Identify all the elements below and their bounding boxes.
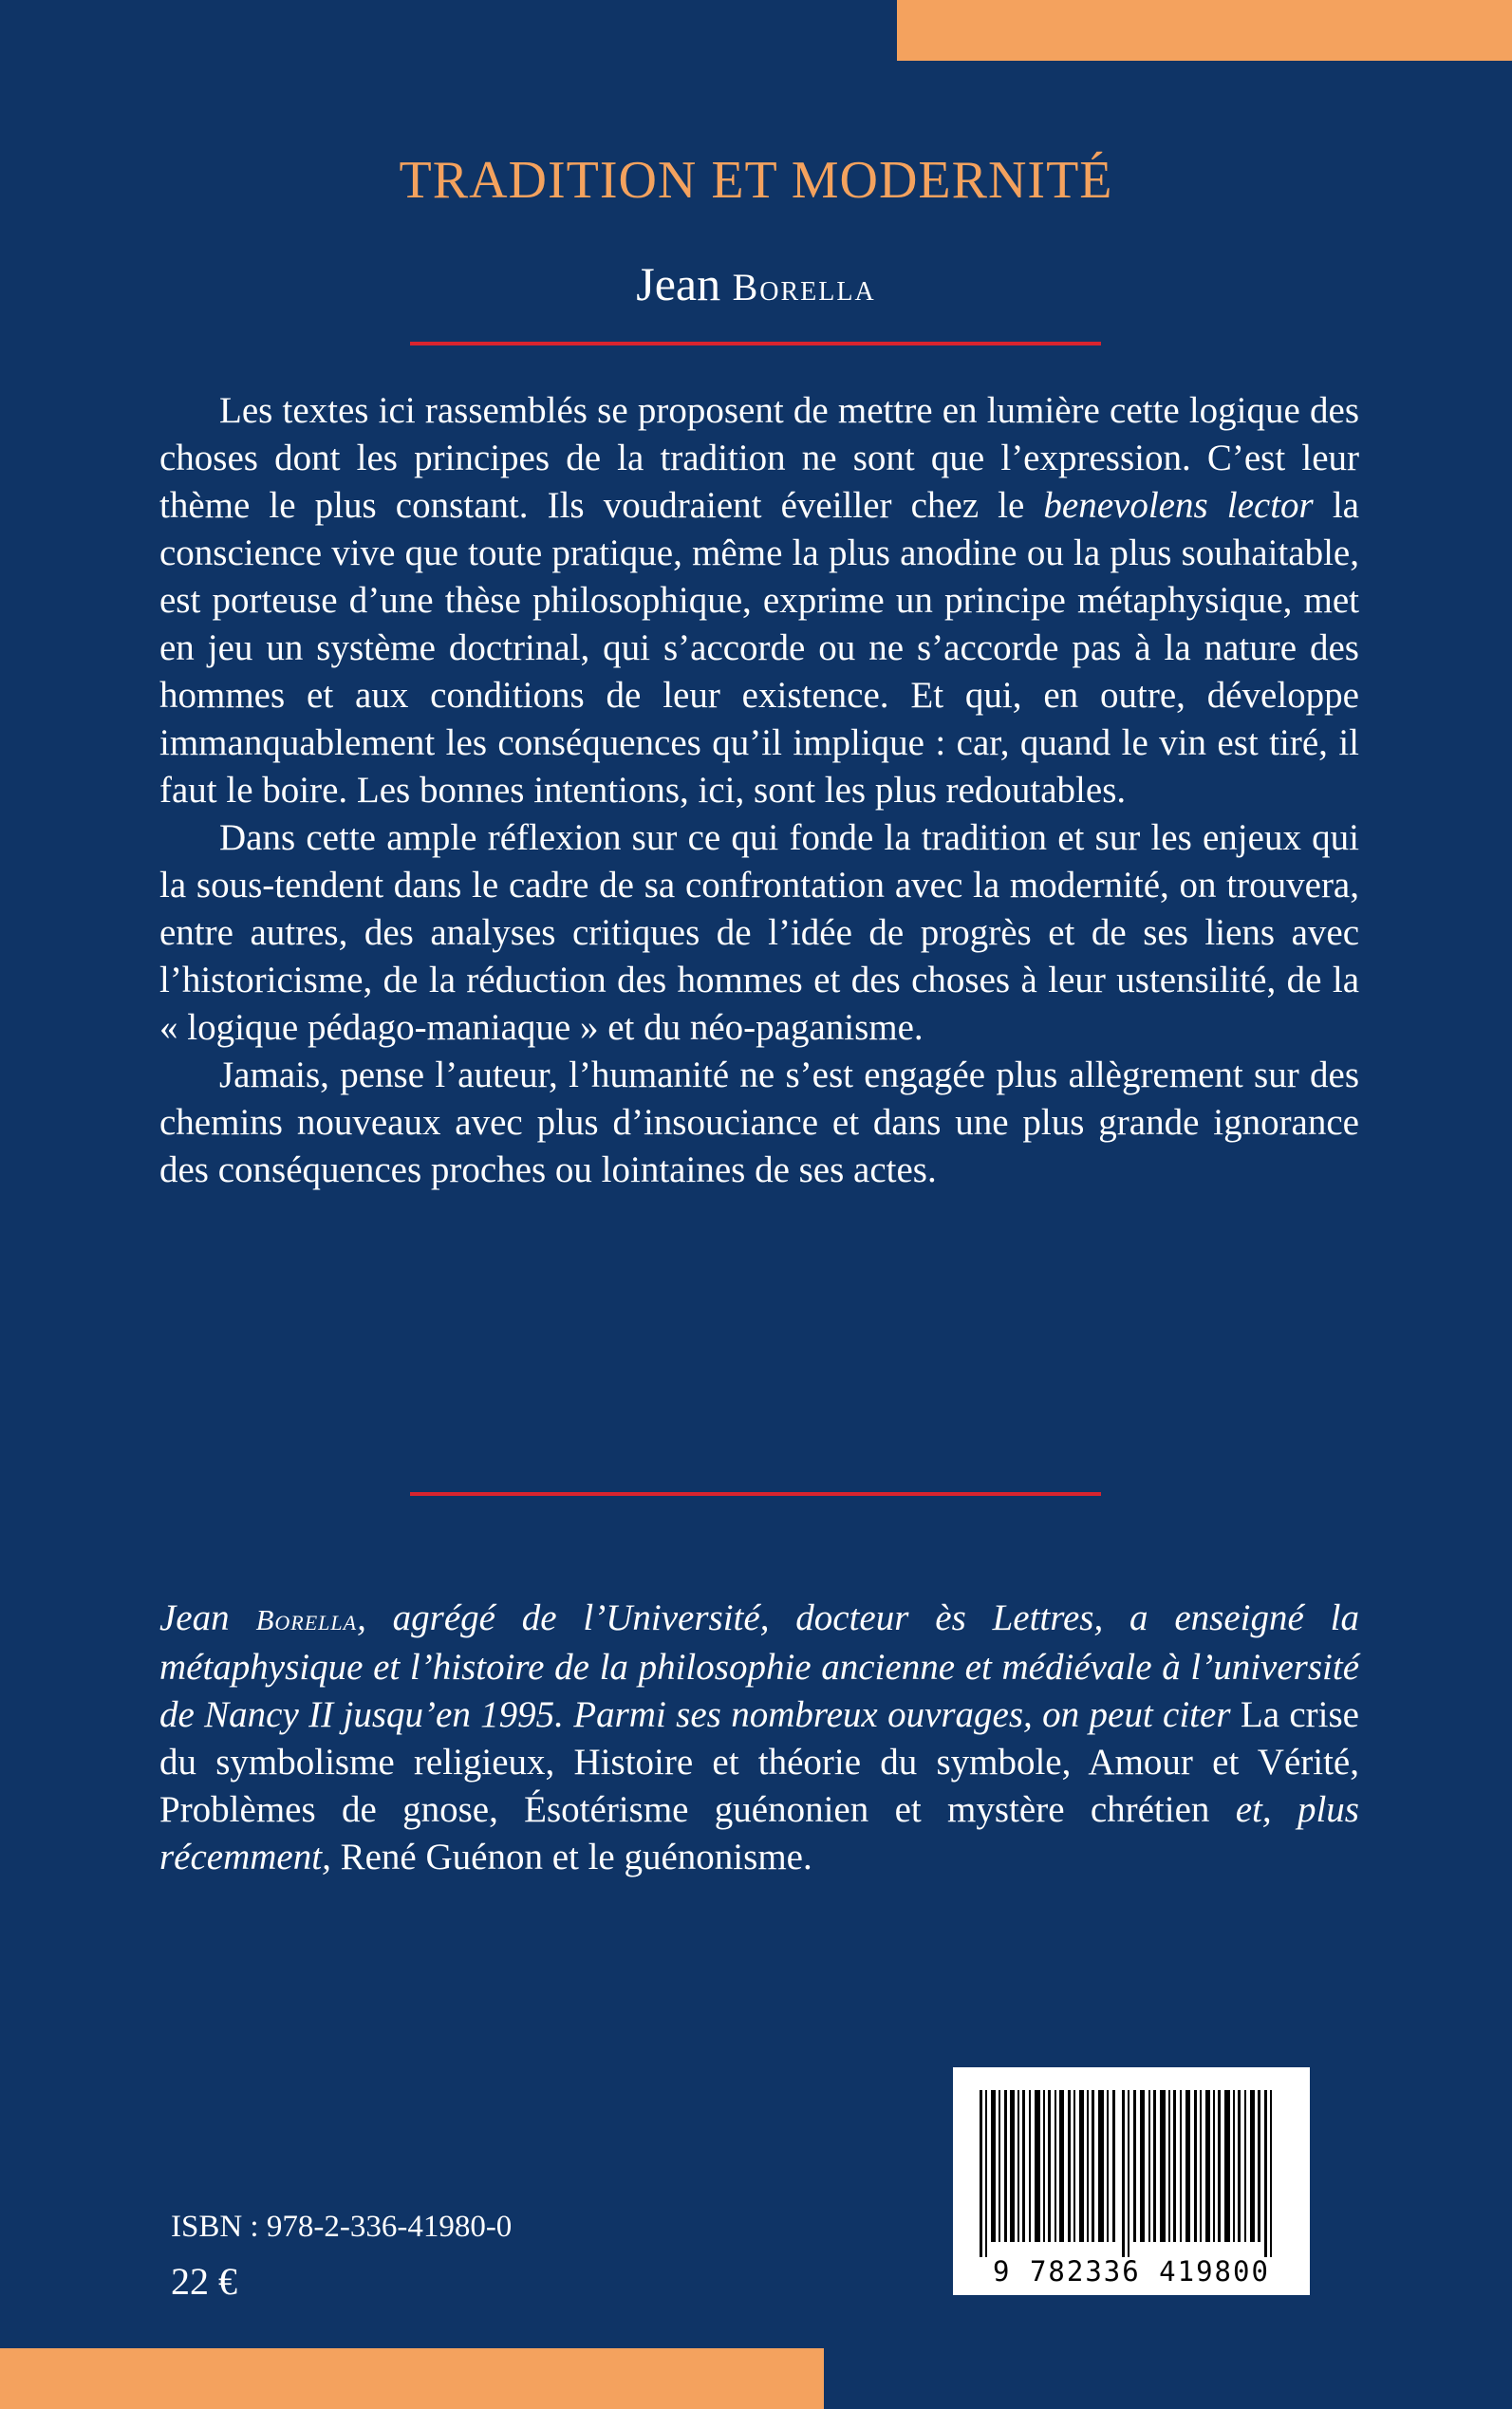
isbn: ISBN : 978-2-336-41980-0	[171, 2210, 513, 2244]
bio-titles-1: La crise du symbolisme religieux, Histoire et théorie du symbole, Amour et Vérité, Problèmes de gnose, Ésotérisme guénonien et mystère chrétien	[159, 1694, 1359, 1830]
bio-text-1: , agrégé de l’Université, docteur ès Lettres, a enseigné la métaphysique et l’histoire de la philosophie ancienne et médiévale à l’université de Nancy II jusqu’en 1995. Parmi ses nombreux ouvrages, on peut citer	[159, 1597, 1359, 1735]
divider-top	[410, 342, 1101, 345]
blurb-paragraph-1: Les textes ici rassemblés se proposent de mettre en lumière cette logique des choses dont les principes de la tradition ne sont que l’expression. C’est leur thème le plus constant. Ils voudraient éveiller chez le benevolens lector la conscience vive que toute pratique, même la plus anodine ou la plus souhaitable, est porteuse d’une thèse philosophique, exprime un principe métaphysique, met en jeu un système doctrinal, qui s’accorde ou ne s’accorde pas à la nature des hommes et aux conditions de leur existence. Et qui, en outre, développe immanquablement les conséquences qu’il implique : car, quand le vin est tiré, il faut le boire. Les bonnes intentions, ici, sont les plus redoutables.	[159, 390, 1359, 811]
bio-titles-2: René Guénon et le guénonisme.	[330, 1837, 812, 1877]
book-author	[0, 256, 1512, 311]
bio-name-first: Jean	[159, 1597, 256, 1638]
bio-paragraph	[159, 1595, 1359, 1881]
book-title: TRADITION ET MODERNITÉ	[399, 151, 1113, 210]
blurb-paragraph-3: Jamais, pense l’auteur, l’humanité ne s’est engagée plus allègrement sur des chemins nouveaux avec plus d’insouciance et dans une plus grande ignorance des conséquences proches ou lointaines de ses actes.	[159, 1055, 1359, 1190]
author-first-name: Jean	[636, 257, 733, 310]
bio-text-2: et, plus récemment,	[159, 1789, 1359, 1877]
latin-phrase: benevolens lector	[1043, 485, 1314, 526]
top-accent-band	[897, 0, 1512, 61]
barcode-digits: 9 782336 419800	[993, 2255, 1270, 2288]
divider-bottom	[410, 1492, 1101, 1496]
blurb	[159, 387, 1359, 1194]
author-last-name: Borella	[732, 266, 876, 308]
barcode	[953, 2067, 1310, 2295]
blurb-paragraph-2: Dans cette ample réflexion sur ce qui fonde la tradition et sur les enjeux qui la sous-tendent dans le cadre de sa confrontation avec la modernité, on trouvera, entre autres, des analyses critiques de l’idée de progrès et de ses liens avec l’historicisme, de la réduction des hommes et des choses à leur ustensilité, de la « logique pédago-maniaque » et du néo-paganisme.	[159, 817, 1359, 1048]
price: 22 €	[171, 2260, 237, 2303]
bio-name-last: Borella	[255, 1603, 358, 1636]
bottom-accent-band	[0, 2348, 824, 2409]
author-bio	[159, 1595, 1359, 1881]
